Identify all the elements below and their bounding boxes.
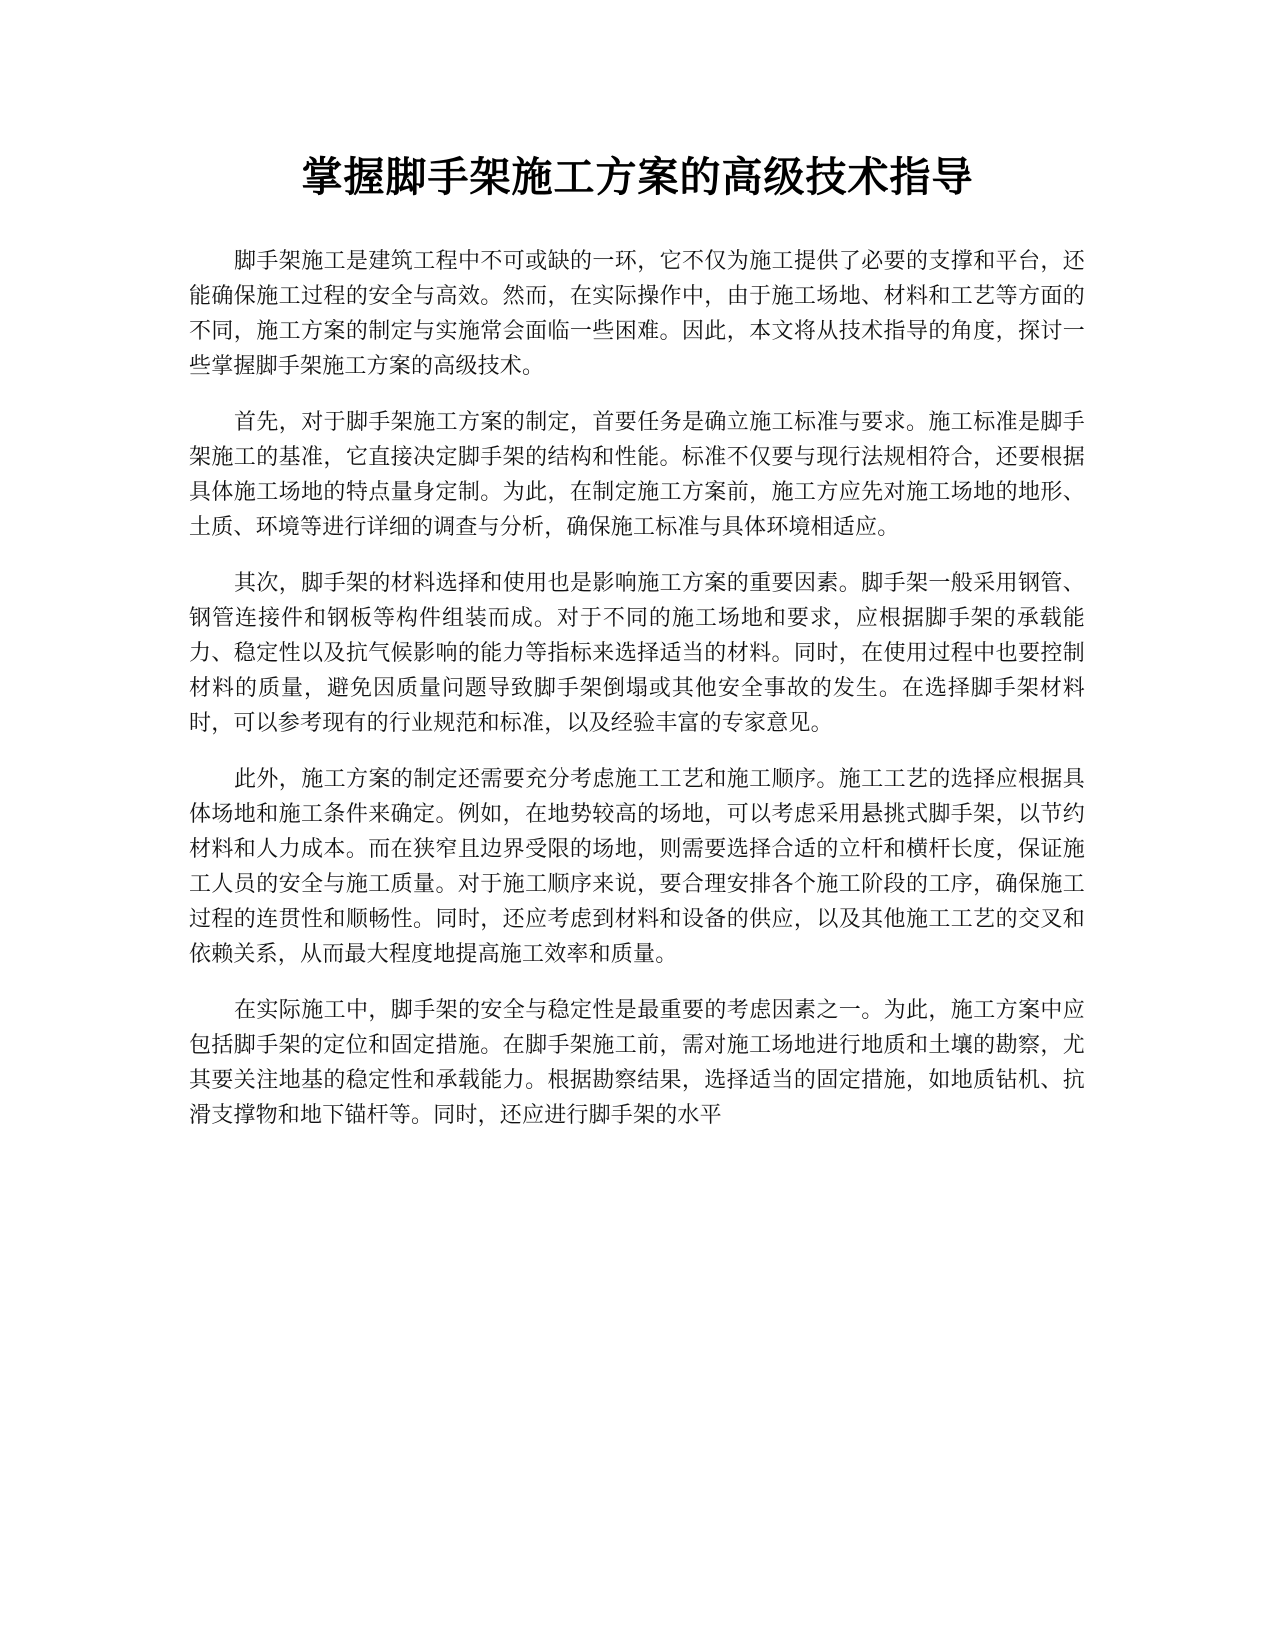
paragraph-process: 此外，施工方案的制定还需要充分考虑施工工艺和施工顺序。施工工艺的选择应根据具体场地和施工条件来确定。例如，在地势较高的场地，可以考虑采用悬挑式脚手架，以节约材料和人力成本。而在狭窄且边界受限的场地，则需要选择合适的立杆和横杆长度，保证施工人员的安全与施工质量。对于施工顺序来说，要合理安排各个施工阶段的工序，确保施工过程的连贯性和顺畅性。同时，还应考虑到材料和设备的供应，以及其他施工工艺的交叉和依赖关系，从而最大程度地提高施工效率和质量。	[189, 767, 1085, 967]
paragraph-materials: 其次，脚手架的材料选择和使用也是影响施工方案的重要因素。脚手架一般采用钢管、钢管连接件和钢板等构件组装而成。对于不同的施工场地和要求，应根据脚手架的承载能力、稳定性以及抗气候影响的能力等指标来选择适当的材料。同时，在使用过程中也要控制材料的质量，避免因质量问题导致脚手架倒塌或其他安全事故的发生。在选择脚手架材料时，可以参考现有的行业规范和标准，以及经验丰富的专家意见。	[189, 571, 1085, 736]
paragraph-standards: 首先，对于脚手架施工方案的制定，首要任务是确立施工标准与要求。施工标准是脚手架施工的基准，它直接决定脚手架的结构和性能。标准不仅要与现行法规相符合，还要根据具体施工场地的特点量身定制。为此，在制定施工方案前，施工方应先对施工场地的地形、土质、环境等进行详细的调查与分析，确保施工标准与具体环境相适应。	[189, 410, 1085, 540]
document-title: 掌握脚手架施工方案的高级技术指导	[301, 153, 974, 201]
document-body	[189, 244, 1085, 1154]
paragraph-safety: 在实际施工中，脚手架的安全与稳定性是最重要的考虑因素之一。为此，施工方案中应包括脚手架的定位和固定措施。在脚手架施工前，需对施工场地进行地质和土壤的勘察，尤其要关注地基的稳定性和承载能力。根据勘察结果，选择适当的固定措施，如地质钻机、抗滑支撑物和地下锚杆等。同时，还应进行脚手架的水平	[189, 998, 1085, 1128]
paragraph-intro: 脚手架施工是建筑工程中不可或缺的一环，它不仅为施工提供了必要的支撑和平台，还能确保施工过程的安全与高效。然而，在实际操作中，由于施工场地、材料和工艺等方面的不同，施工方案的制定与实施常会面临一些困难。因此，本文将从技术指导的角度，探讨一些掌握脚手架施工方案的高级技术。	[189, 249, 1085, 379]
